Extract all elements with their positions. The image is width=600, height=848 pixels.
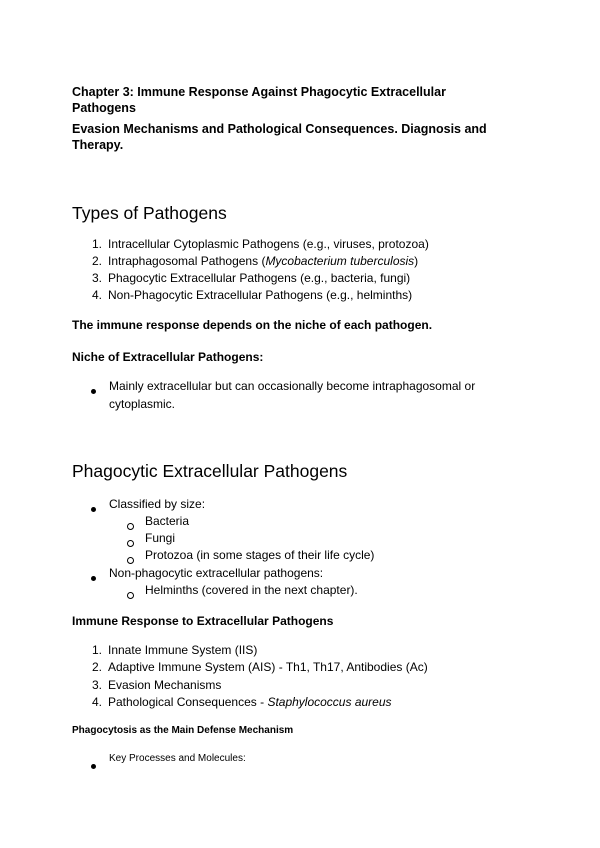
list-item: Fungi bbox=[145, 531, 176, 545]
niche-text-line-1: Mainly extracellular but can occasionally become intraphagosomal or bbox=[109, 379, 476, 393]
chapter-title-line-2: Pathogens bbox=[72, 101, 136, 115]
immune-response-heading: Immune Response to Extracellular Pathogens bbox=[72, 614, 334, 628]
chapter-subtitle-line-2: Therapy. bbox=[72, 138, 124, 152]
niche-statement: The immune response depends on the niche of each pathogen. bbox=[72, 318, 433, 332]
list-item: 3. Phagocytic Extracellular Pathogens (e.g., bacteria, fungi) bbox=[91, 271, 411, 285]
bullet-icon bbox=[91, 501, 96, 519]
list-item: 2. Intraphagosomal Pathogens (Mycobacterium tuberculosis) bbox=[91, 254, 419, 268]
circle-bullet-icon bbox=[127, 518, 134, 536]
bullet-icon bbox=[91, 383, 96, 401]
circle-bullet-icon bbox=[127, 535, 134, 553]
helminths-item: Helminths (covered in the next chapter). bbox=[145, 583, 358, 597]
niche-heading: Niche of Extracellular Pathogens: bbox=[72, 350, 264, 364]
list-item: 3. Evasion Mechanisms bbox=[91, 678, 222, 692]
bullet-icon bbox=[91, 758, 96, 776]
classified-by-size: Classified by size: bbox=[109, 497, 206, 511]
circle-bullet-icon bbox=[127, 587, 134, 605]
non-phagocytic-item: Non-phagocytic extracellular pathogens: bbox=[109, 566, 324, 580]
types-heading: Types of Pathogens bbox=[72, 203, 227, 223]
niche-text-line-2: cytoplasmic. bbox=[109, 397, 176, 411]
key-processes-item: Key Processes and Molecules: bbox=[109, 753, 246, 764]
list-item: 4. Non-Phagocytic Extracellular Pathogens (e.g., helminths) bbox=[91, 288, 413, 302]
list-item: Protozoa (in some stages of their life cycle) bbox=[145, 548, 375, 562]
chapter-subtitle-line-1: Evasion Mechanisms and Pathological Consequences. Diagnosis and bbox=[72, 122, 487, 136]
bullet-icon bbox=[91, 570, 96, 588]
list-item: 1. Innate Immune System (IIS) bbox=[91, 643, 258, 657]
list-item: 1. Intracellular Cytoplasmic Pathogens (e.g., viruses, protozoa) bbox=[91, 237, 429, 251]
list-item: 4. Pathological Consequences - Staphylococcus aureus bbox=[91, 695, 392, 709]
list-item: 2. Adaptive Immune System (AIS) - Th1, Th17, Antibodies (Ac) bbox=[91, 660, 428, 674]
list-item: Bacteria bbox=[145, 514, 190, 528]
chapter-title-line-1: Chapter 3: Immune Response Against Phagocytic Extracellular bbox=[72, 85, 446, 99]
phagocytosis-heading: Phagocytosis as the Main Defense Mechanism bbox=[72, 725, 294, 736]
phagocytic-heading: Phagocytic Extracellular Pathogens bbox=[72, 461, 348, 481]
